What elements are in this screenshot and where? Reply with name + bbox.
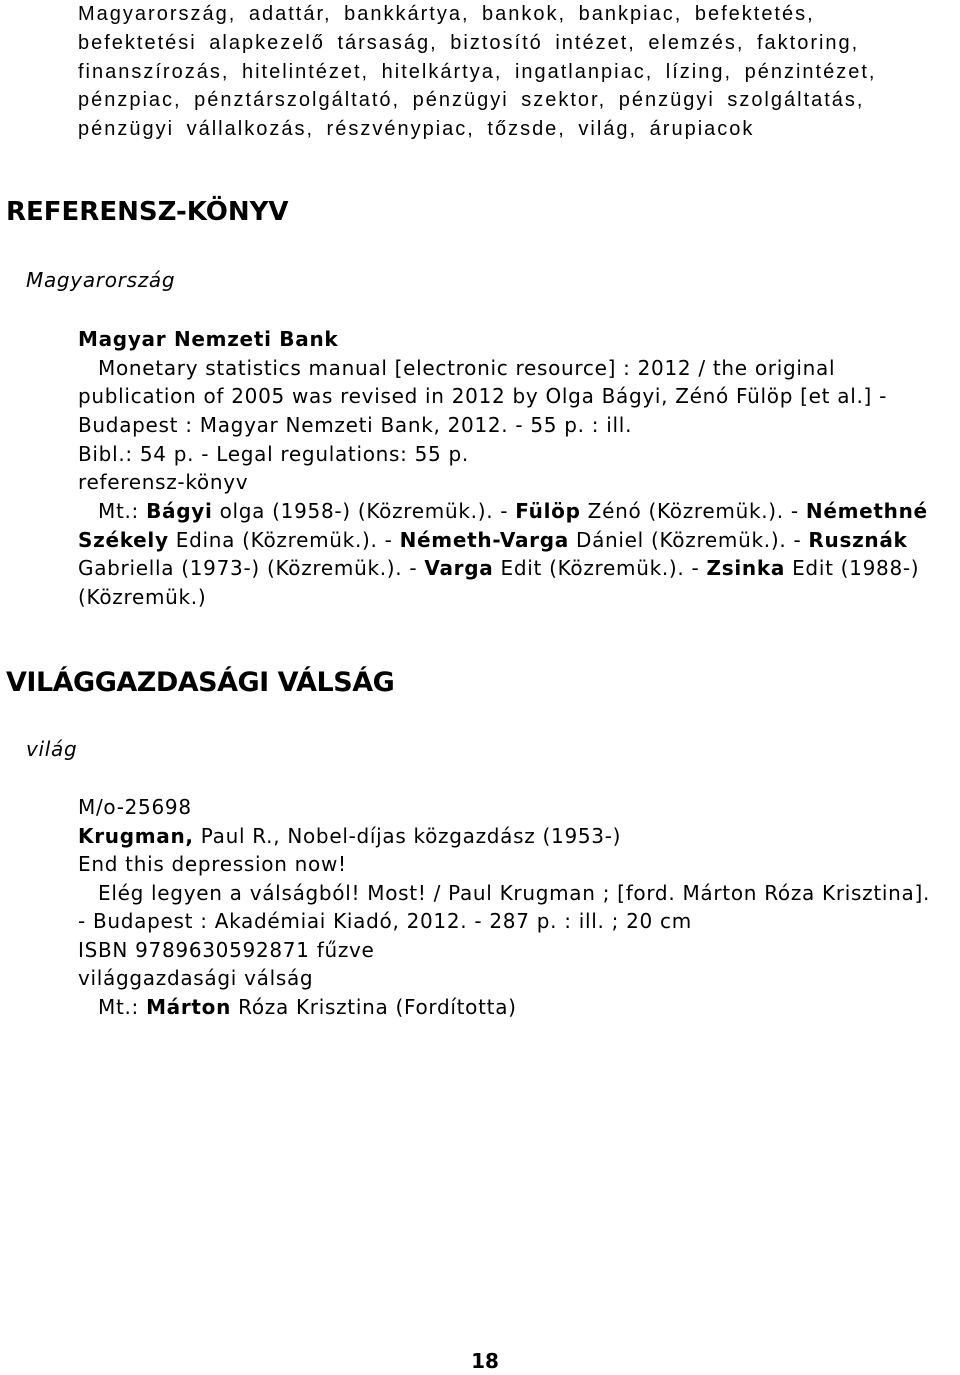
- author-name: Krugman,: [78, 823, 194, 848]
- entry-notes: Bibl.: 54 p. - Legal regulations: 55 p.: [78, 441, 469, 466]
- entry-isbn: ISBN 9789630592871 fűzve: [78, 937, 375, 962]
- contributor-text: Dániel (Közremük.). -: [568, 527, 809, 552]
- entry-call-number: M/o-25698: [78, 795, 192, 819]
- entry-description-line: Budapest : Magyar Nemzeti Bank, 2012. - 55 p. : ill.: [78, 413, 633, 438]
- entry-contributors-line: [78, 583, 928, 612]
- section-region: világ: [26, 737, 78, 761]
- entry-contributors-line: [78, 497, 928, 526]
- entry-contributors-line: [78, 526, 928, 555]
- contributor-text: Róza Krisztina (Fordította): [231, 994, 517, 1019]
- entry-translated-title: Elég legyen a válságból! Most! / Paul Krugman ; [ford. Márton Róza Krisztina].: [98, 880, 931, 905]
- entry-imprint: - Budapest : Akadémiai Kiadó, 2012. - 287 p. : ill. ; 20 cm: [78, 909, 692, 934]
- contributor-text: Gabriella (1973-) (Közremük.). -: [78, 556, 425, 581]
- contributor-surname: Bágyi: [146, 499, 213, 524]
- entry-author: [78, 822, 930, 851]
- contributor-text: Edina (Közremük.). -: [168, 527, 400, 552]
- catalog-entry: [78, 325, 928, 612]
- contributor-surname: Rusznák: [808, 527, 908, 552]
- contributor-prefix: Mt.:: [98, 499, 147, 524]
- section-heading-reference: REFERENSZ-KÖNYV: [6, 197, 289, 227]
- contributor-surname: Németh-Varga: [399, 527, 569, 552]
- page-number: 18: [471, 1349, 499, 1373]
- contributor-surname: Fülöp: [515, 499, 581, 524]
- entry-author: Magyar Nemzeti Bank: [78, 327, 339, 351]
- entry-title: End this depression now!: [78, 852, 347, 877]
- contributor-text: olga (1958-) (Közremük.). -: [212, 499, 516, 524]
- keyword-line: befektetési alapkezelő társaság, biztosító intézet, elemzés, faktoring,: [78, 31, 860, 54]
- contributor-text: (Közremük.): [78, 585, 207, 610]
- entry-subject: referensz-könyv: [78, 470, 249, 495]
- keyword-line: finanszírozás, hitelintézet, hitelkártya, ingatlanpiac, lízing, pénzintézet,: [78, 60, 877, 83]
- contributor-surname: Zsinka: [706, 556, 786, 581]
- keyword-line: pénzügyi vállalkozás, részvénypiac, tőzsde, világ, árupiacok: [78, 118, 755, 140]
- section-heading-crisis: VILÁGGAZDASÁGI VÁLSÁG: [6, 667, 395, 698]
- catalog-entry: [78, 793, 930, 1022]
- keyword-line: pénzpiac, pénztárszolgáltató, pénzügyi szektor, pénzügyi szolgáltatás,: [78, 89, 865, 112]
- entry-subject: világgazdasági válság: [78, 966, 314, 991]
- contributor-text: Edit (Közremük.). -: [493, 556, 707, 581]
- author-details: Paul R., Nobel-díjas közgazdász (1953-): [193, 823, 622, 848]
- contributor-prefix: Mt.:: [98, 994, 147, 1019]
- section-region: Magyarország: [26, 268, 176, 292]
- entry-description-line: Monetary statistics manual [electronic resource] : 2012 / the original: [98, 355, 836, 380]
- keyword-list: [78, 0, 876, 144]
- contributor-text: Zénó (Közremük.). -: [580, 499, 806, 524]
- contributor-surname: Márton: [146, 994, 232, 1019]
- contributor-text: Edit (1988-): [785, 556, 920, 581]
- contributor-surname: Némethné: [805, 499, 928, 524]
- entry-contributors-line: [78, 993, 930, 1022]
- keyword-line: Magyarország, adattár, bankkártya, bankok, bankpiac, befektetés,: [78, 3, 815, 25]
- entry-contributors-line: [78, 554, 928, 583]
- entry-description-line: publication of 2005 was revised in 2012 by Olga Bágyi, Zénó Fülöp [et al.] -: [78, 384, 888, 409]
- contributor-surname: Székely: [78, 527, 169, 552]
- contributor-surname: Varga: [424, 556, 494, 581]
